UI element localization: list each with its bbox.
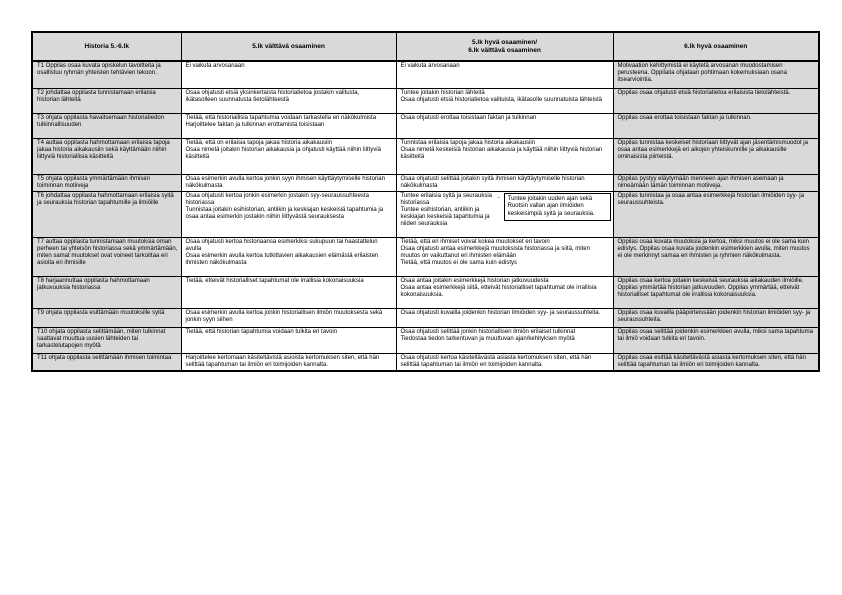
criteria-item: - Oppilas osaa esittää käsiteltävästä asiasta kertomuksen siten, että hän selittää tapahtuman tai ilmiön eri toimijoiden kannalta. <box>618 355 816 369</box>
criteria-item: - Oppilas osaa selittää joidenkin esimerkkien avulla, miksi sama tapahtuma tai ilmiö voidaan tulkita eri tavoin. <box>618 329 816 343</box>
rubric-rows <box>32 61 819 371</box>
objective-cell <box>32 174 181 191</box>
objective-cell <box>32 191 181 237</box>
objective-text: T3 ohjata oppilasta havaitsemaan historiatiedon tulkinnallisuuden <box>37 114 165 128</box>
table-row <box>32 113 819 138</box>
objective-text: T7 auttaa oppilasta tunnistamaan muutoksia oman perheen tai yhteisön historiassa sekä ymmärtämään, miten samat muutokset ovat voineet tarkoittaa eri asioita eri ihmisille <box>37 238 178 266</box>
criteria-cell-c2 <box>181 174 396 191</box>
criteria-item: - Tietää, että eri ihmiset voivat kokea muutokset eri tavoin <box>401 239 610 246</box>
criteria-cell-c4 <box>613 237 819 276</box>
criteria-cell-c3 <box>396 138 613 174</box>
criteria-item: - Ei vaikuta arvosanaan <box>186 63 393 70</box>
table-row <box>32 353 819 371</box>
criteria-item: - Osaa ohjatusti selittää jonkin historiallisen ilmiön erilaiset tulkinnat <box>401 329 610 336</box>
split-cell <box>401 193 610 228</box>
criteria-cell-c4 <box>613 138 819 174</box>
criteria-item: - Tuntee joitakin uuden ajan sekä Ruotsin vallan ajan ilmiöiden keskeisimpiä syitä ja seurauksia. <box>507 195 595 217</box>
criteria-cell-c4 <box>613 191 819 237</box>
criteria-cell-c3 <box>396 237 613 276</box>
criteria-cell-c2 <box>181 138 396 174</box>
criteria-item: - Tiedostaa tiedon tarkentuvan ja muuttuvan ajan/kehityksen myötä <box>401 336 610 343</box>
criteria-cell-c4 <box>613 88 819 113</box>
criteria-item: - Osaa ohjatusti antaa esimerkkejä muutoksista historiassa ja siitä, miten muutos on vaikuttanut eri ihmisten elämään <box>401 246 610 260</box>
table-row <box>32 174 819 191</box>
header-line-2: 6.lk välttävä osaaminen <box>468 46 541 54</box>
objective-text: T11 ohjata oppilasta selittämään ihmisen toimintaa <box>37 354 172 361</box>
objective-cell <box>32 61 181 88</box>
split-left-items <box>401 193 497 228</box>
criteria-cell-c2 <box>181 113 396 138</box>
nested-criteria-box <box>504 193 611 222</box>
table-row <box>32 61 819 88</box>
criteria-item: - Tunnistaa erilaisia tapoja jakaa historia aikakausiin <box>401 140 610 147</box>
objective-cell <box>32 327 181 353</box>
objective-cell <box>32 88 181 113</box>
objective-cell <box>32 276 181 308</box>
criteria-item: - Osaa esimerkin avulla kertoa jonkin historiallisen ilmiön muutoksesta sekä jonkin syyn siihen <box>186 310 393 324</box>
header-cell-subject: Historia 5.-6.lk <box>32 32 181 61</box>
objective-cell <box>32 113 181 138</box>
objective-text: T2 johdattaa oppilasta tunnistamaan erilaisia historian lähteitä <box>37 89 156 103</box>
criteria-cell-c2 <box>181 353 396 371</box>
criteria-item: - Oppilas osaa erottaa toisistaan faktan ja tulkinnan. <box>618 115 816 122</box>
criteria-item: - Oppilas ymmärtää historian jatkuvuuden. Oppilas ymmärtää, etteivät historialliset tapahtumat ole irrallisia kokonaisuuksia. <box>618 285 816 299</box>
criteria-item: - Osaa ohjatusti kertoa käsiteltävästä asiasta kertomuksen siten, että hän selittää tapahtuman tai ilmiön eri toimijoiden kannalta. <box>401 355 610 369</box>
objective-text: T1 Oppilas osaa kuvata opiskelun tavoitteita ja osallistuu ryhmän yhteisten tehtävien tekoon. <box>37 63 161 76</box>
objective-text: T4 auttaa oppilasta hahmottamaan erilaisia tapoja jakaa historia aikakausiin sekä käyttämään niihin liittyviä historiallisia käsitteitä <box>37 139 170 160</box>
criteria-cell-c3 <box>396 276 613 308</box>
table-row <box>32 237 819 276</box>
criteria-cell-c2 <box>181 61 396 88</box>
criteria-item: - Osaa ohjatusti etsiä historiatietoa valituista, ikätasolle suunnatuista lähteistä <box>401 97 610 104</box>
table-row <box>32 88 819 113</box>
criteria-cell-c2 <box>181 276 396 308</box>
objective-text: T6 johdattaa oppilasta hahmottamaan erilaisia syitä ja seurauksia historian tapahtumille ja ilmiöille <box>37 192 174 206</box>
criteria-item: - Oppilas tunnistaa keskeiset historiaan liittyvät ajan jäsentämismuodot ja osaa antaa esimerkkejä eri aikojen yhteiskunnille ja aikakausille ominaisista piirteistä. <box>618 140 816 161</box>
objective-text: T10 ohjata oppilasta selittämään, miten tulkinnat saattavat muuttua uusien lähteiden tai tarkastelutapojen myötä <box>37 328 166 349</box>
header-row <box>32 32 819 61</box>
criteria-item: - Tietää, että historian tapahtumia voidaan tulkita eri tavoin <box>186 329 393 336</box>
criteria-cell-c4 <box>613 61 819 88</box>
table-row <box>32 138 819 174</box>
criteria-item: - Osaa esimerkin avulla kertoa tutkittavien aikakausien elämästä erilaisten ihmisten näkökulmasta <box>186 253 393 267</box>
criteria-item: - Oppilas osaa kuvata muutoksia ja kertoa, miksi muutos ei ole sama kuin edistys. Oppilas osaa kuvata joidenkin esimerkkien avulla, miten muutos ei ole merkinnyt samaa eri ihmisten ja ryhmien näkökulmasta. <box>618 239 816 260</box>
criteria-item: - Motivaation kehittymistä ei käytetä arvosanan muodostamisen perusteena. Oppilaita ohjataan pohtimaan kokemuksiaan osana itsearviointia. <box>618 63 816 84</box>
criteria-item: - Tietää, että historiallisia tapahtumia voidaan tarkastella eri näkökulmista <box>186 115 393 122</box>
criteria-cell-c4 <box>613 353 819 371</box>
criteria-item: - Osaa nimetä joitakin historian aikakausia ja ohjatusti käyttää niihin liittyviä käsitteitä <box>186 147 393 161</box>
criteria-cell-c3 <box>396 174 613 191</box>
header-cell-grade5-pass: 5.lk välttävä osaaminen <box>181 32 396 61</box>
criteria-cell-c3 <box>396 353 613 371</box>
criteria-item: - Osaa esimerkin avulla kertoa jonkin syyn ihmisen käyttäytymiselle historian näkökulmasta <box>186 176 393 190</box>
criteria-item: - Osaa ohjatusti kertoa historiaansa esimerkiksi sukupuun tai haastattelun avulla <box>186 239 393 253</box>
objective-text: T5 ohjata oppilasta ymmärtämään ihmisen toiminnan motiiveja <box>37 175 151 189</box>
criteria-cell-c3 <box>396 88 613 113</box>
criteria-item: - Tietää, että muutos ei ole sama kuin edistys <box>401 260 610 267</box>
criteria-item: - Tietää, että on erilaisia tapoja jakaa historia aikakausiin <box>186 140 393 147</box>
criteria-cell-c2 <box>181 308 396 327</box>
criteria-item: - Harjoittelee faktan ja tulkinnan erottamista toisistaan <box>186 122 393 129</box>
criteria-cell-c4 <box>613 174 819 191</box>
criteria-cell-c3 <box>396 308 613 327</box>
criteria-item: - Osaa nimetä keskeisiä historian aikakausia ja käyttää niihin liittyviä historian käsitteitä <box>401 147 610 161</box>
criteria-item: - Osaa ohjatusti selittää joitakin syitä ihmisen käyttäytymiselle historian näkökulmasta <box>401 176 610 190</box>
objective-cell <box>32 237 181 276</box>
criteria-item: - Oppilas tunnistaa ja osaa antaa esimerkkejä historian ilmiöiden syy- ja seuraussuhteista. <box>618 193 816 207</box>
criteria-item: - Tietää, etteivät historialliset tapahtumat ole irrallisia kokonaisuuksia <box>186 278 393 285</box>
table-row <box>32 327 819 353</box>
criteria-item: - Tuntee esihistorian, antiikin ja keskiajan keskeisiä tapahtumia ja niiden seurauksia <box>401 207 497 228</box>
header-cell-grade5-good-grade6-pass <box>396 32 613 61</box>
objective-text: T8 harjaannuttaa oppilasta hahmottamaan jatkuvuuksia historiassa <box>37 277 150 291</box>
criteria-item: - Harjoittelee kertomaan käsiteltävistä asioista kertomuksen siten, että hän selittää tapahtuman tai ilmiön eri toimijoiden kannalta. <box>186 355 393 369</box>
criteria-cell-c2 <box>181 237 396 276</box>
header-cell-grade6-good: 6.lk hyvä osaaminen <box>613 32 819 61</box>
criteria-item: - Osaa ohjatusti kuvailla joidenkin historian ilmiöiden syy- ja seuraussuhteita. <box>401 310 610 317</box>
criteria-item: - Tuntee erilaisia syitä ja seurauksia historiassa <box>401 193 497 207</box>
objective-cell <box>32 308 181 327</box>
assessment-rubric-table <box>31 31 820 372</box>
criteria-item: - Oppilas pystyy eläytymään menneen ajan ihmisen asemaan ja nimeämään tämän toiminnan motiiveja. <box>618 176 816 190</box>
criteria-cell-c2 <box>181 191 396 237</box>
criteria-item: - Tuntee joitakin historian lähteitä <box>401 90 610 97</box>
criteria-cell-c3 <box>396 191 613 237</box>
criteria-item: - Oppilas osaa ohjatusti etsiä historiatietoa erilaisista tietolähteistä. <box>618 90 816 97</box>
criteria-item: - Osaa ohjatusti erottaa toisistaan faktan ja tulkinnan <box>401 115 610 122</box>
criteria-cell-c4 <box>613 327 819 353</box>
objective-cell <box>32 138 181 174</box>
criteria-item: - Osaa ohjatusti etsiä yksinkertaista historiatietoa jostakin valitusta, ikätasolleen suunnatusta tietolähteestä <box>186 90 393 104</box>
criteria-cell-c2 <box>181 88 396 113</box>
objective-text: T9 ohjata oppilasta esittämään muutoksille syitä <box>37 309 165 316</box>
criteria-cell-c4 <box>613 113 819 138</box>
criteria-cell-c3 <box>396 327 613 353</box>
criteria-item: - Osaa ohjatusti kertoa jonkin esimerkin jostakin syy-seuraussuhteesta historiassa <box>186 193 393 207</box>
criteria-item: - Oppilas osaa kuvailla pääpiirteissään joidenkin historian ilmiöiden syy- ja seuraussuhteita. <box>618 310 816 324</box>
header-line-1: 5.lk hyvä osaaminen/ <box>471 38 538 46</box>
criteria-item: - Osaa antaa joitakin esimerkkejä historian jatkuvuudesta <box>401 278 610 285</box>
criteria-cell-c3 <box>396 61 613 88</box>
criteria-cell-c4 <box>613 308 819 327</box>
criteria-item: - Osaa antaa esimerkkejä siitä, etteivät historialliset tapahtumat ole irrallisia kokonaisuuksia. <box>401 285 610 299</box>
table-row <box>32 191 819 237</box>
table-row <box>32 276 819 308</box>
table-row <box>32 308 819 327</box>
criteria-cell-c4 <box>613 276 819 308</box>
criteria-cell-c3 <box>396 113 613 138</box>
criteria-cell-c2 <box>181 327 396 353</box>
criteria-item: - Oppilas osaa kertoa joitakin keskeisiä seurauksia aikakauden ilmiöille. <box>618 278 816 285</box>
criteria-item: - Tunnistaa joitakin esihistorian, antiikin ja keskiajan keskeisiä tapahtumia ja osaa antaa esimerkin jostakin niihin liittyvästä seurauksesta <box>186 207 393 221</box>
criteria-item: - Ei vaikuta arvosanaan <box>401 63 610 70</box>
objective-cell <box>32 353 181 371</box>
